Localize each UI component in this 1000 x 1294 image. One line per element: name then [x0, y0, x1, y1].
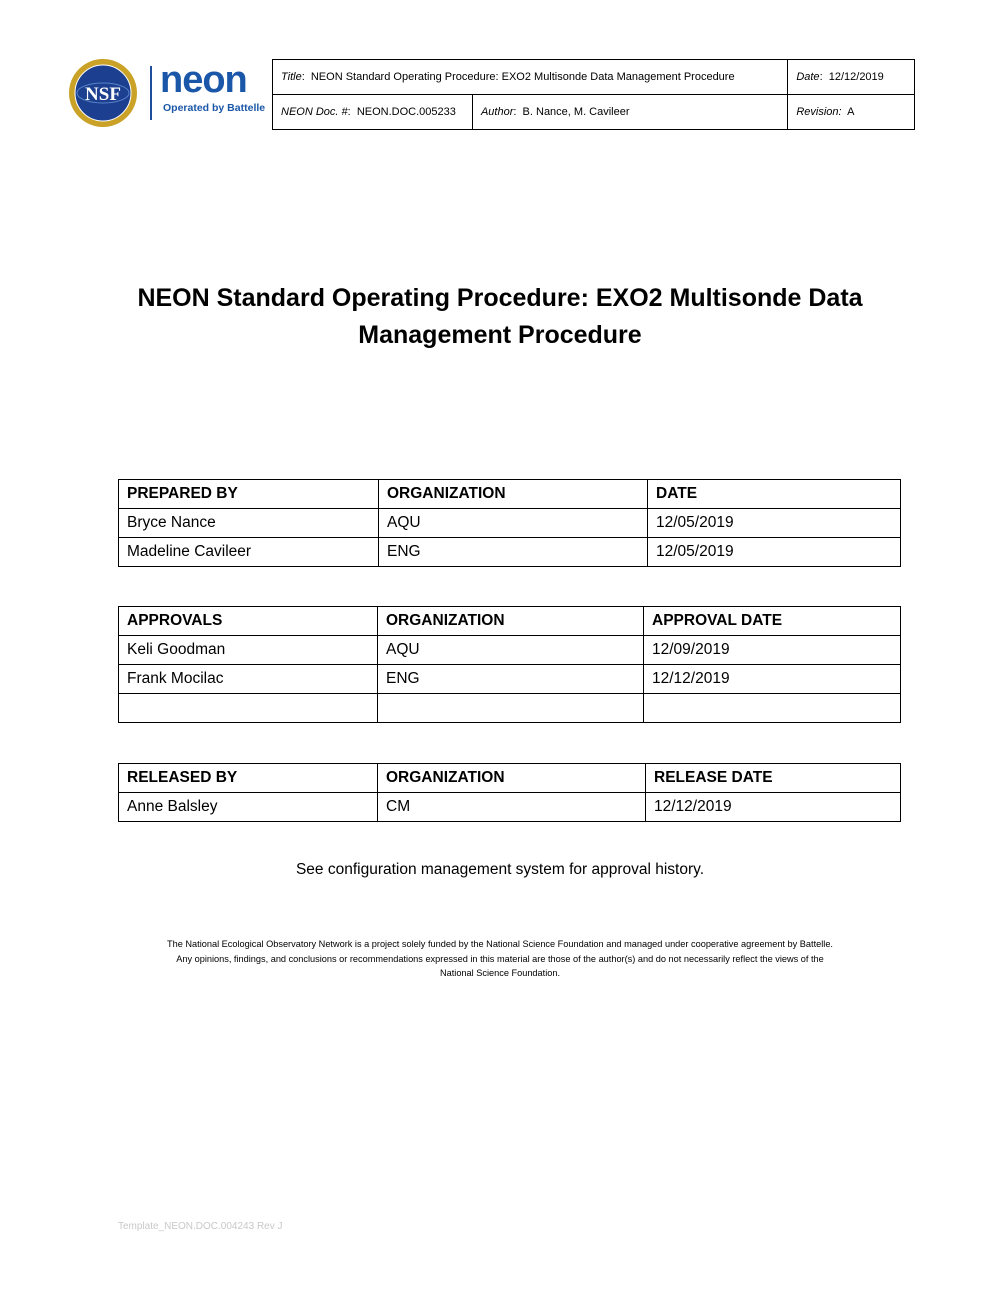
table-cell: 12/09/2019 [644, 636, 901, 665]
neon-wordmark: neon [160, 59, 247, 101]
disclaimer-line: The National Ecological Observatory Network is a project solely funded by the National Science Foundation and managed under cooperative agreement by Battelle. [167, 939, 833, 949]
table-cell: Madeline Cavileer [119, 538, 379, 567]
table-row [119, 538, 901, 567]
table-header-row [119, 607, 901, 636]
table-cell: 12/12/2019 [644, 665, 901, 694]
column-header: APPROVALS [119, 607, 378, 636]
table-row [119, 793, 901, 822]
table-header-row [119, 764, 901, 793]
header-doc-value: NEON.DOC.005233 [356, 106, 456, 118]
nsf-seal-icon [68, 58, 138, 128]
column-header: ORGANIZATION [378, 764, 646, 793]
table-row [119, 509, 901, 538]
template-id: Template_NEON.DOC.004243 Rev J [118, 1221, 283, 1232]
header-date-cell: Date: 12/12/2019 [788, 60, 915, 95]
column-header: RELEASE DATE [646, 764, 901, 793]
header-title-cell: Title: NEON Standard Operating Procedure: EXO2 Multisonde Data Management Procedure [273, 60, 788, 95]
table-cell: 12/05/2019 [648, 509, 901, 538]
table-cell [644, 694, 901, 723]
table-cell: 12/12/2019 [646, 793, 901, 822]
document-header-table [272, 59, 915, 130]
header-title-label: Title [281, 71, 302, 83]
column-header: APPROVAL DATE [644, 607, 901, 636]
column-header: PREPARED BY [119, 480, 379, 509]
logo-divider [150, 66, 152, 120]
table-cell: CM [378, 793, 646, 822]
table-cell: ENG [378, 665, 644, 694]
table-cell: AQU [379, 509, 648, 538]
table-cell: Frank Mocilac [119, 665, 378, 694]
header-doc-label: NEON Doc. # [281, 106, 348, 118]
document-title-line1: NEON Standard Operating Procedure: EXO2 Multisonde Data [137, 284, 863, 312]
header-revision-label: Revision: [796, 106, 842, 118]
prepared-by-table [118, 479, 901, 567]
funding-disclaimer [100, 937, 900, 981]
document-title-line2: Management Procedure [358, 321, 642, 349]
column-header: DATE [648, 480, 901, 509]
neon-tagline: Operated by Battelle [163, 102, 266, 114]
header-author-cell: Author: B. Nance, M. Cavileer [472, 95, 787, 130]
document-title [100, 280, 900, 354]
header-date-value: 12/12/2019 [828, 71, 884, 83]
table-cell: ENG [379, 538, 648, 567]
table-row [119, 665, 901, 694]
released-by-table [118, 763, 901, 822]
table-row [119, 694, 901, 723]
header-revision-value: A [847, 106, 855, 118]
nsf-seal-text: NSF [85, 84, 121, 105]
approval-history-note: See configuration management system for approval history. [295, 861, 705, 878]
column-header: ORGANIZATION [378, 607, 644, 636]
table-cell: 12/05/2019 [648, 538, 901, 567]
table-header-row [119, 480, 901, 509]
header-author-value: B. Nance, M. Cavileer [522, 106, 630, 118]
header-doc-cell: NEON Doc. #: NEON.DOC.005233 [273, 95, 473, 130]
table-cell: AQU [378, 636, 644, 665]
table-cell [119, 694, 378, 723]
column-header: ORGANIZATION [379, 480, 648, 509]
table-cell [378, 694, 644, 723]
header-author-label: Author [480, 106, 514, 118]
header-revision-cell [788, 95, 915, 130]
table-cell: Keli Goodman [119, 636, 378, 665]
column-header: RELEASED BY [119, 764, 378, 793]
table-row [119, 636, 901, 665]
header-title-value: NEON Standard Operating Procedure: EXO2 Multisonde Data Management Procedure [310, 71, 735, 83]
header-logos [68, 56, 268, 132]
disclaimer-line: Any opinions, findings, and conclusions or recommendations expressed in this material are those of the author(s) and do not necessarily reflect the views of the [176, 953, 824, 964]
header-date-label: Date [796, 71, 820, 83]
table-cell: Anne Balsley [119, 793, 378, 822]
table-cell: Bryce Nance [119, 509, 379, 538]
approvals-table [118, 606, 901, 723]
disclaimer-line: National Science Foundation. [439, 968, 561, 978]
